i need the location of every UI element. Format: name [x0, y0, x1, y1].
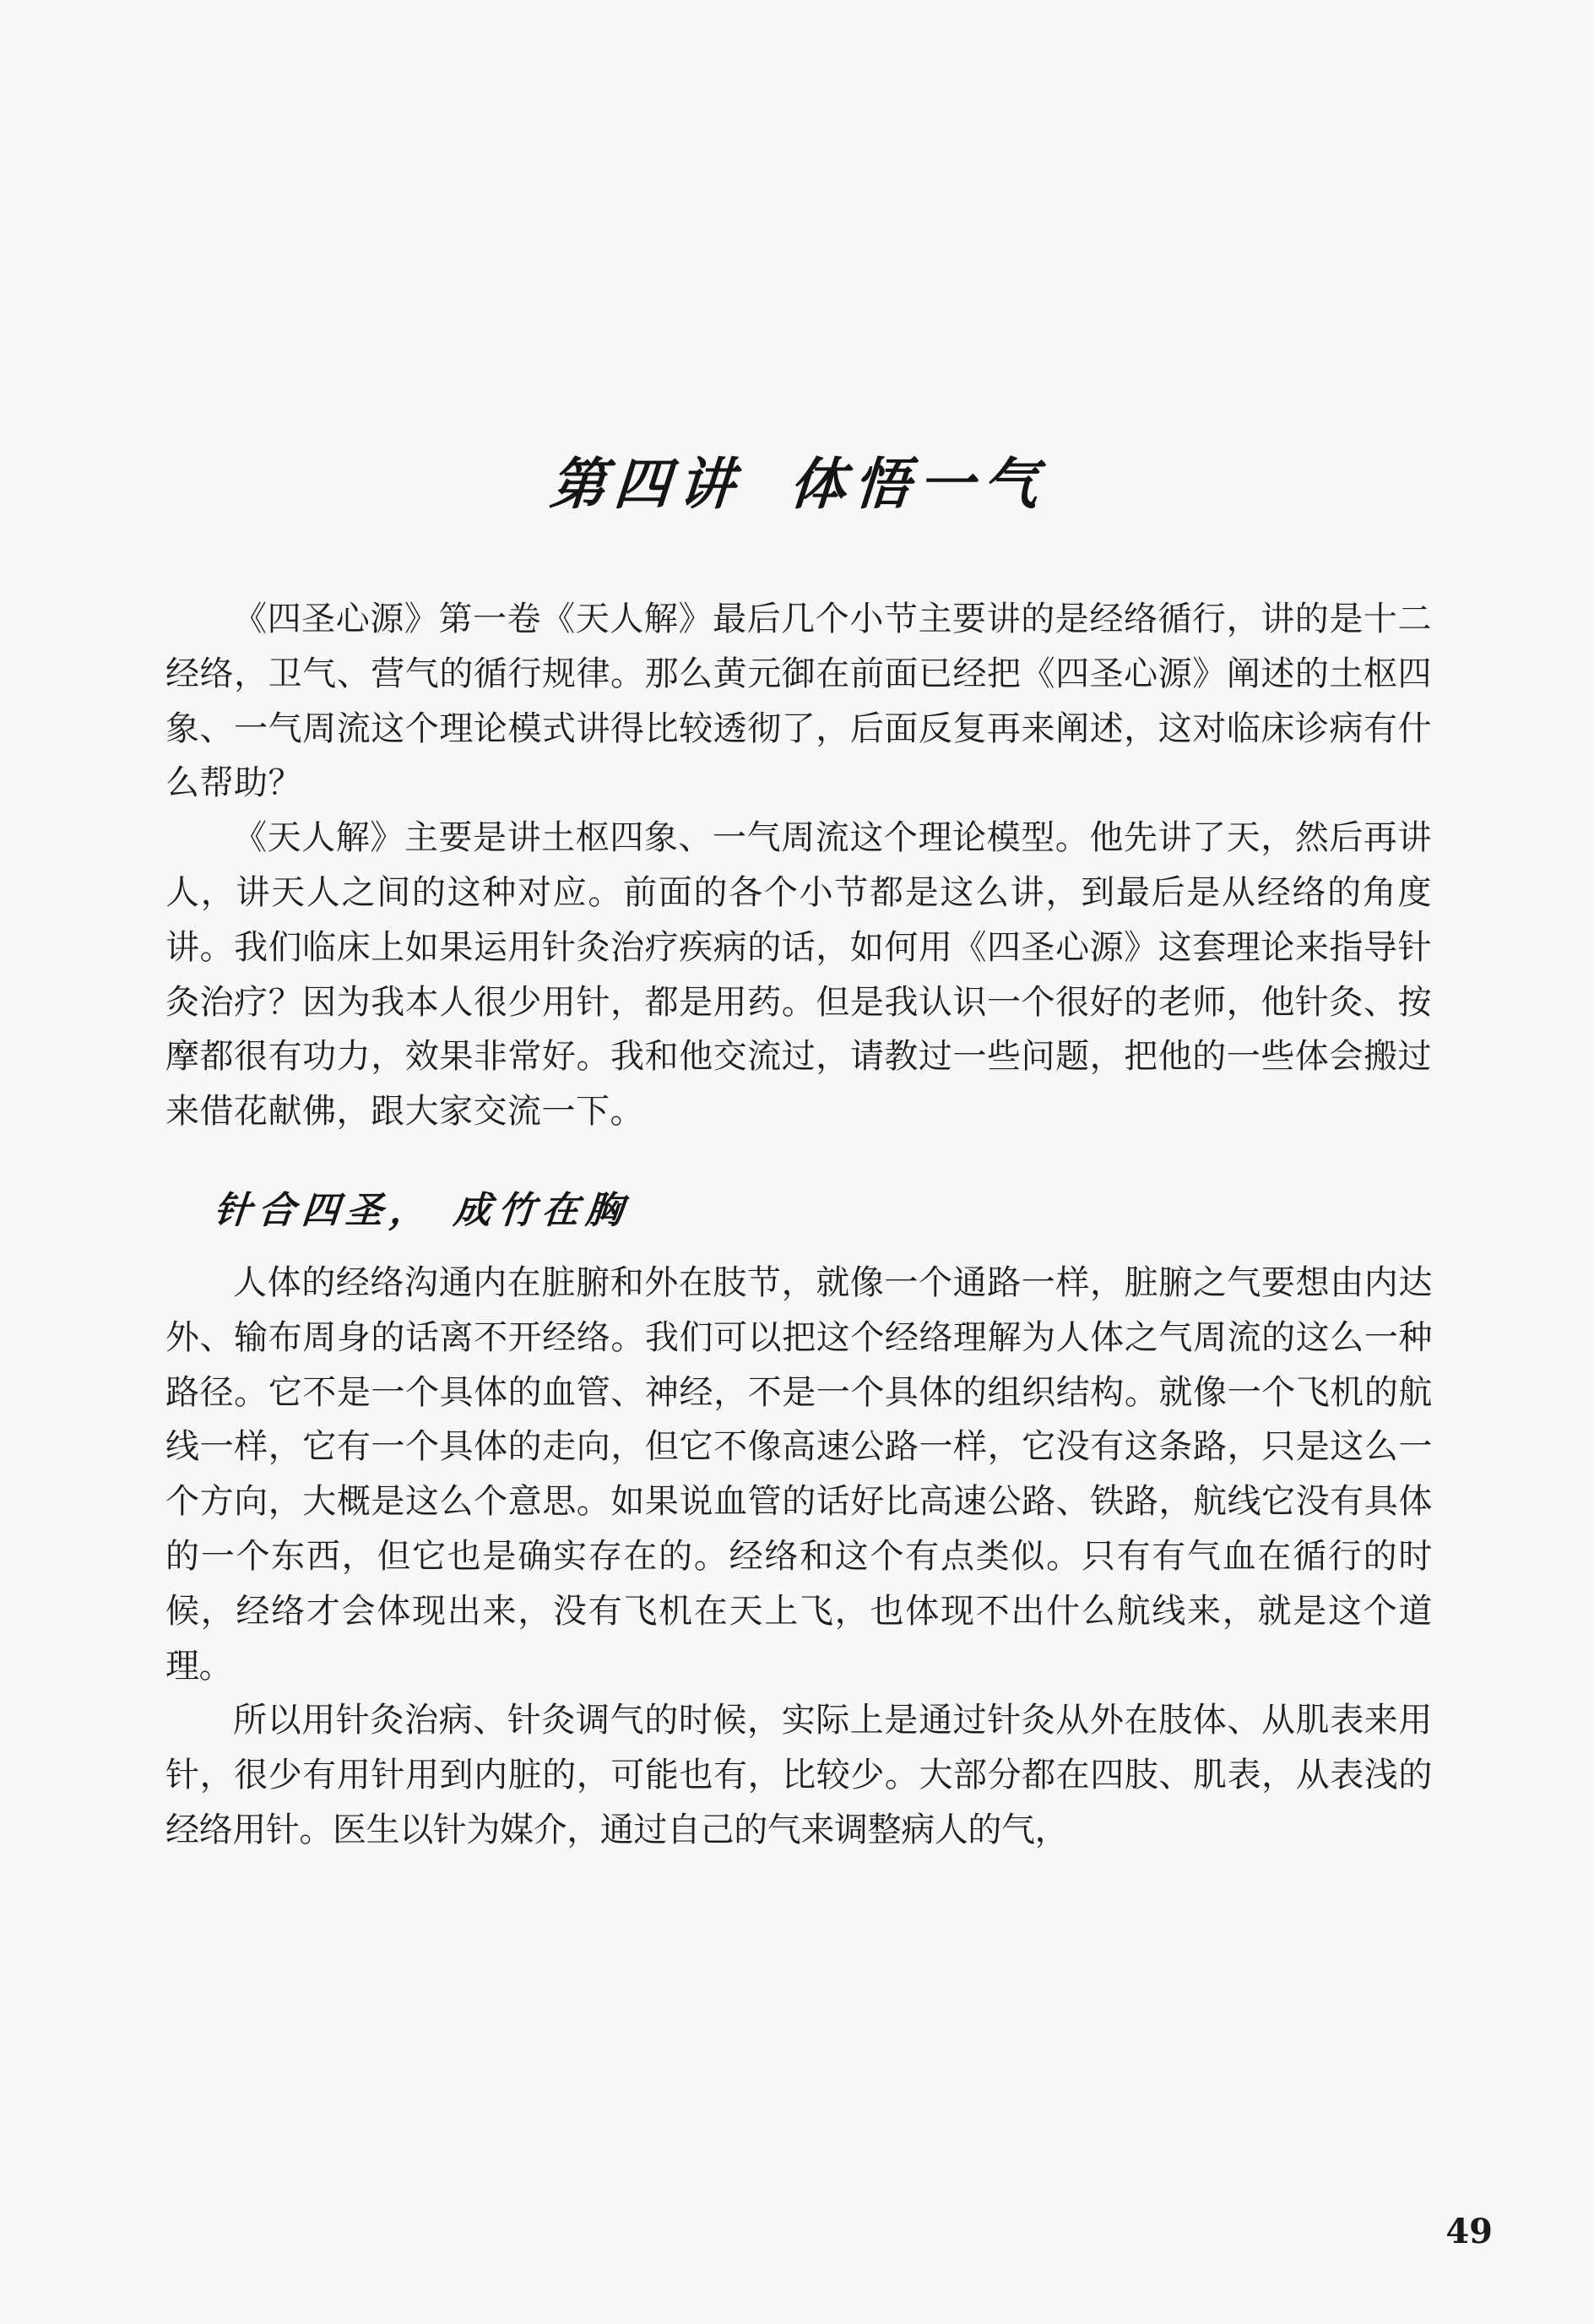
body-section-one — [165, 592, 1432, 1139]
chapter-title-text: 体悟一气 — [787, 451, 1049, 517]
page-content — [165, 0, 1432, 2324]
paragraph: 《天人解》主要是讲土枢四象、一气周流这个理论模型。他先讲了天，然后再讲人，讲天人之间的这种对应。前面的各个小节都是这么讲，到最后是从经络的角度讲。我们临床上如果运用针灸治疗疾病的话，如何用《四圣心源》这套理论来指导针灸治疗？因为我本人很少用针，都是用药。但是我认识一个很好的老师，他针灸、按摩都很有功力，效果非常好。我和他交流过，请教过一些问题，把他的一些体会搬过来借花献佛，跟大家交流一下。 — [165, 818, 1432, 1132]
paragraph: 《四圣心源》第一卷《天人解》最后几个小节主要讲的是经络循行，讲的是十二经络，卫气、营气的循行规律。那么黄元御在前面已经把《四圣心源》阐述的土枢四象、一气周流这个理论模式讲得比较透彻了，后面反复再来阐述，这对临床诊病有什么帮助？ — [165, 600, 1432, 803]
body-section-two — [165, 1256, 1432, 1858]
section-heading — [163, 1180, 1434, 1234]
paragraph: 所以用针灸治病、针灸调气的时候，实际上是通过针灸从外在肢体、从肌表来用针，很少有用针用到内脏的，可能也有，比较少。大部分都在四肢、肌表，从表浅的经络用针。医生以针为媒介，通过自己的气来调整病人的气， — [165, 1701, 1432, 1849]
section-heading-part-1: 针合四圣， — [212, 1188, 436, 1232]
section-heading-part-2: 成竹在胸 — [452, 1188, 632, 1232]
chapter-title — [163, 439, 1435, 519]
chapter-title-number: 第四讲 — [547, 451, 745, 517]
page-number: 49 — [1445, 2212, 1493, 2251]
paragraph: 人体的经络沟通内在脏腑和外在肢节，就像一个通路一样，脏腑之气要想由内达外、输布周身的话离不开经络。我们可以把这个经络理解为人体之气周流的这么一种路径。它不是一个具体的血管、神经，不是一个具体的组织结构。就像一个飞机的航线一样，它有一个具体的走向，但它不像高速公路一样，它没有这条路，只是这么一个方向，大概是这么个意思。如果说血管的话好比高速公路、铁路，航线它没有具体的一个东西，但它也是确实存在的。经络和这个有点类似。只有有气血在循行的时候，经络才会体现出来，没有飞机在天上飞，也体现不出什么航线来，就是这个道理。 — [165, 1262, 1432, 1686]
